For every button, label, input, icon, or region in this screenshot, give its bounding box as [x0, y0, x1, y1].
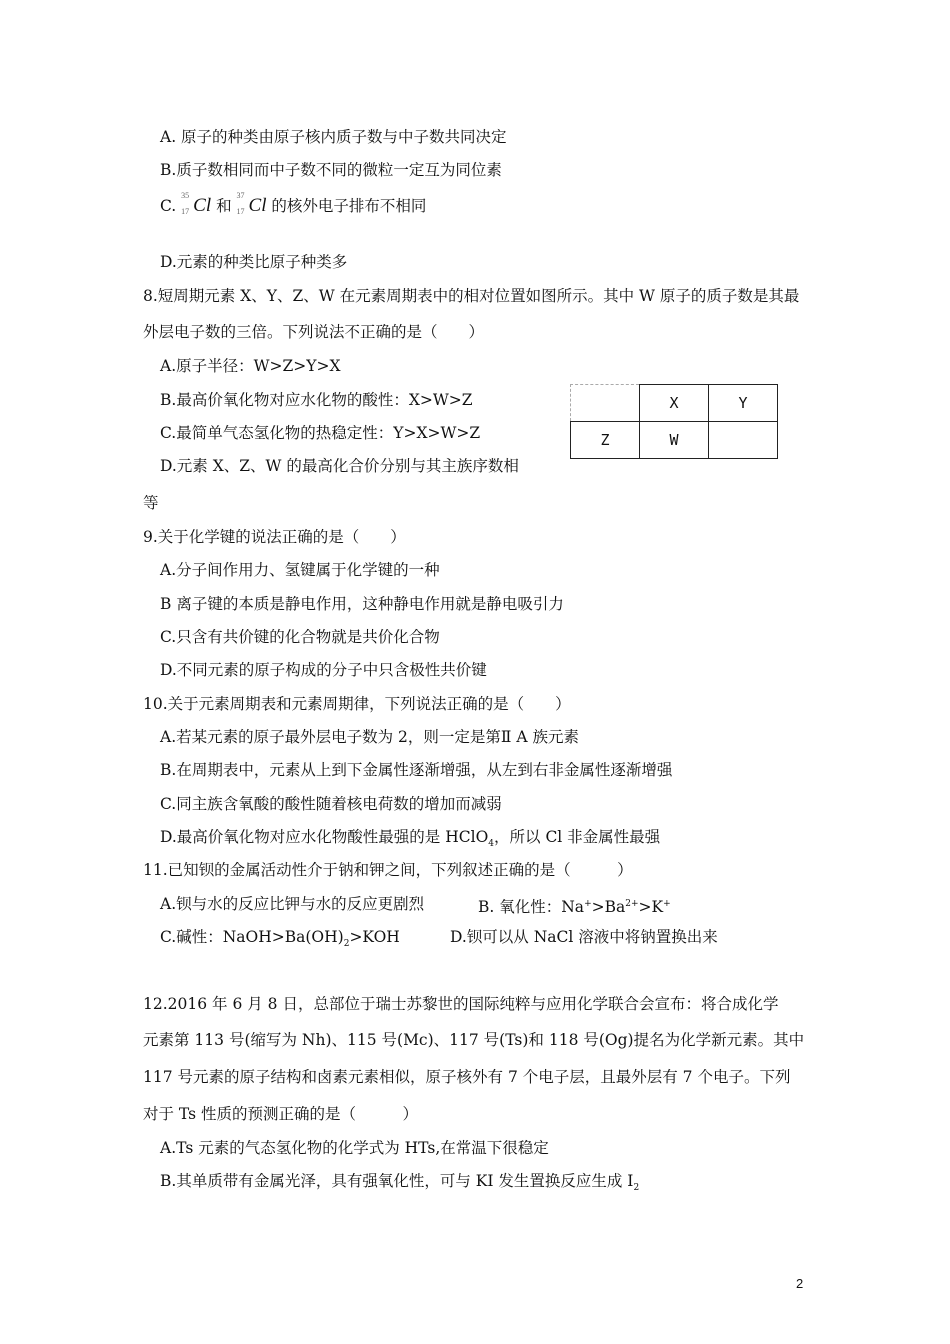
isotope-cl-37-symbol: Cl	[248, 195, 267, 216]
table-cell-w: W	[640, 422, 709, 459]
q8-option-d-line1: D.元素 X、Z、W 的最高化合价分别与其主族序数相	[160, 457, 519, 475]
table-cell-empty	[571, 385, 640, 422]
q11-option-c	[160, 927, 400, 954]
q11-option-c-post: >KOH	[349, 928, 400, 946]
q8-option-c: C.最简单气态氢化物的热稳定性：Y>X>W>Z	[160, 424, 481, 442]
q7-option-a: A. 原子的种类由原子核内质子数与中子数共同决定	[160, 128, 507, 146]
q10-option-b: B.在周期表中，元素从上到下金属性逐渐增强，从左到右非金属性逐渐增强	[160, 761, 673, 779]
table-cell-z: Z	[571, 422, 640, 459]
q7-option-d: D.元素的种类比原子种类多	[160, 253, 348, 271]
q10-option-d	[160, 827, 660, 854]
q12-option-b-pre: B.其单质带有金属光泽，具有强氧化性，可与 KI 发生置换反应生成 I	[160, 1172, 634, 1190]
q10-option-a: A.若某元素的原子最外层电子数为 2，则一定是第Ⅱ A 族元素	[160, 728, 579, 746]
q11-option-c-pre: C.碱性：NaOH>Ba(OH)	[160, 928, 344, 946]
q7-option-c-prefix: C.	[160, 197, 177, 215]
isotope-cl-35-number: 17	[181, 207, 190, 216]
q11-stem: 11.已知钡的金属活动性介于钠和钾之间，下列叙述正确的是（ ）	[143, 861, 633, 879]
q12-stem-line4: 对于 Ts 性质的预测正确的是（ ）	[143, 1105, 419, 1123]
q11-option-d: D.钡可以从 NaCl 溶液中将钠置换出来	[450, 928, 718, 946]
q12-stem-line1: 12.2016 年 6 月 8 日，总部位于瑞士苏黎世的国际纯粹与应用化学联合会宣布：将合成化学	[143, 995, 779, 1013]
isotope-cl-35-mass: 35	[181, 191, 190, 200]
isotope-cl-37-number: 17	[236, 207, 245, 216]
q7-option-c-suffix: 的核外电子排布不相同	[271, 197, 427, 215]
q12-stem-line3: 117 号元素的原子结构和卤素元素相似，原子核外有 7 个电子层，且最外层有 7 个电子。下列	[143, 1068, 791, 1086]
q11-option-b-pre: B. 氧化性：Na	[478, 898, 585, 917]
q11-option-c-sub: 2	[343, 939, 350, 950]
q8-option-b: B.最高价氧化物对应水化物的酸性：X>W>Z	[160, 391, 473, 409]
q12-option-b-sub: 2	[633, 1183, 640, 1194]
q10-stem: 10.关于元素周期表和元素周期律，下列说法正确的是（ ）	[143, 695, 571, 713]
q8-option-a: A.原子半径：W>Z>Y>X	[160, 357, 341, 375]
table-cell-empty	[709, 422, 778, 459]
q7-option-b: B.质子数相同而中子数不同的微粒一定互为同位素	[160, 161, 502, 179]
q10-option-d-pre: D.最高价氧化物对应水化物酸性最强的是 HClO	[160, 828, 489, 846]
q10-option-d-sub: 4	[488, 839, 495, 850]
isotope-cl-37-mass: 37	[236, 191, 245, 200]
q11-option-b-mid2: >K	[638, 898, 664, 917]
q7-option-c	[160, 191, 427, 216]
q9-stem: 9.关于化学键的说法正确的是（ ）	[143, 528, 406, 546]
q9-option-a: A.分子间作用力、氢键属于化学键的一种	[160, 561, 440, 579]
q9-option-c: C.只含有共价键的化合物就是共价化合物	[160, 628, 440, 646]
isotope-cl-35-symbol: Cl	[193, 195, 212, 216]
isotope-cl-35	[181, 191, 212, 216]
q11-option-b-sup3: +	[663, 899, 671, 909]
q11-option-b-sup1: +	[584, 899, 592, 909]
q8-stem-line2: 外层电子数的三倍。下列说法不正确的是（ ）	[143, 323, 485, 341]
q9-option-b: B 离子键的本质是静电作用，这种静电作用就是静电吸引力	[160, 595, 564, 613]
q11-option-a: A.钡与水的反应比钾与水的反应更剧烈	[160, 895, 425, 913]
page-number: 2	[796, 1276, 804, 1291]
q11-option-b-mid: >Ba	[591, 898, 626, 917]
q9-option-d: D.不同元素的原子构成的分子中只含极性共价键	[160, 661, 487, 679]
q8-stem-line1: 8.短周期元素 X、Y、Z、W 在元素周期表中的相对位置如图所示。其中 W 原子的质子数是其最	[143, 287, 800, 305]
q10-option-c: C.同主族含氧酸的酸性随着核电荷数的增加而减弱	[160, 795, 502, 813]
table-cell-x: X	[640, 385, 709, 422]
isotope-cl-37	[236, 191, 267, 216]
q11-option-b	[478, 894, 671, 917]
q10-option-d-post: ，所以 Cl 非金属性最强	[494, 828, 661, 846]
q12-option-a: A.Ts 元素的气态氢化物的化学式为 HTs,在常温下很稳定	[160, 1139, 549, 1157]
table-cell-y: Y	[709, 385, 778, 422]
periodic-table-fragment	[570, 384, 778, 459]
q12-option-b	[160, 1171, 639, 1198]
q7-option-c-and: 和	[216, 197, 232, 215]
q8-option-d-line2: 等	[143, 494, 159, 512]
q11-option-b-sup2: 2+	[625, 899, 639, 909]
q12-stem-line2: 元素第 113 号(缩写为 Nh)、115 号(Mc)、117 号(Ts)和 118 号(Og)提名为化学新元素。其中	[143, 1031, 805, 1049]
